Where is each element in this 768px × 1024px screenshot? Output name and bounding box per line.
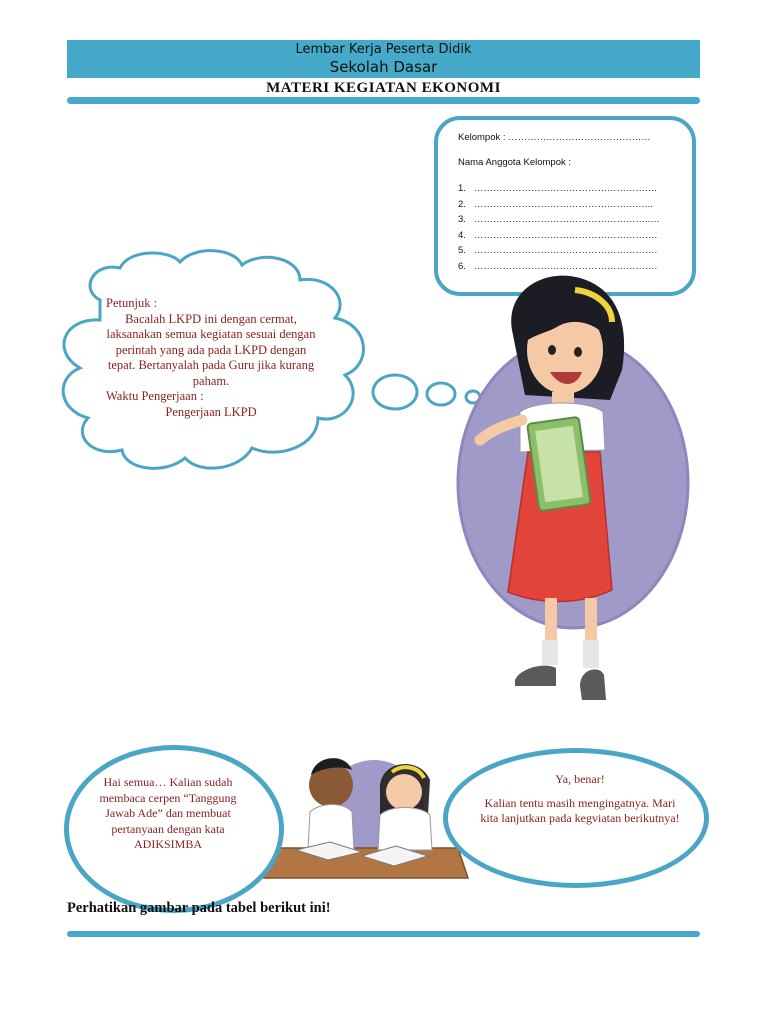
right-bubble-text [480, 772, 680, 827]
footer-divider [67, 931, 700, 937]
girl-illustration [458, 276, 688, 700]
member-blank: …………………………………………………. [474, 261, 658, 272]
header-school: Sekolah Dasar [329, 58, 438, 76]
left-bubble-text: Hai semua… Kalian sudah membaca cerpen “Tanggung Jawab Ade” dan membuat pertanyaan dengan kata ADIKSIMBA [99, 775, 237, 851]
instructions-body: Bacalah LKPD ini dengan cermat, laksanakan semua kegiatan sesuai dengan perintah yang ada pada LKPD dengan tepat. Bertanyalah pada Guru jika kurang paham. [106, 311, 316, 388]
closing-instruction: Perhatikan gambar pada tabel berikut ini! [67, 900, 331, 916]
instructions-label: Petunjuk : [106, 296, 158, 310]
member-number: 1. [458, 183, 466, 194]
member-blank: …………………………………………………. [474, 245, 658, 256]
member-blank: …………………………………………………. [474, 230, 658, 241]
member-number: 4. [458, 230, 466, 241]
page-title: MATERI KEGIATAN EKONOMI [266, 80, 501, 96]
group-name-field: Kelompok : ……………………………………… [458, 132, 651, 143]
member-blank: ………………………………………………..… [474, 214, 660, 225]
right-bubble-line2: Kalian tentu masih mengingatnya. Mari kita lanjutkan pada kegviatan berikutnya! [480, 795, 680, 825]
member-number: 6. [458, 261, 466, 272]
header-subtitle: Lembar Kerja Peserta Didik [295, 42, 472, 57]
right-bubble-line1: Ya, benar! [555, 772, 605, 786]
instructions-text [106, 296, 316, 442]
member-number: 5. [458, 245, 466, 256]
time-label: Waktu Pengerjaan : [106, 389, 204, 403]
time-body: Pengerjaan LKPD [165, 404, 257, 419]
member-blank: …………………………………………….….. [474, 199, 653, 210]
members-label: Nama Anggota Kelompok : [458, 157, 572, 168]
students-illustration [262, 758, 468, 878]
member-number: 3. [458, 214, 466, 225]
member-blank: ……………………………………………….… [474, 183, 658, 194]
member-number: 2. [458, 199, 466, 210]
